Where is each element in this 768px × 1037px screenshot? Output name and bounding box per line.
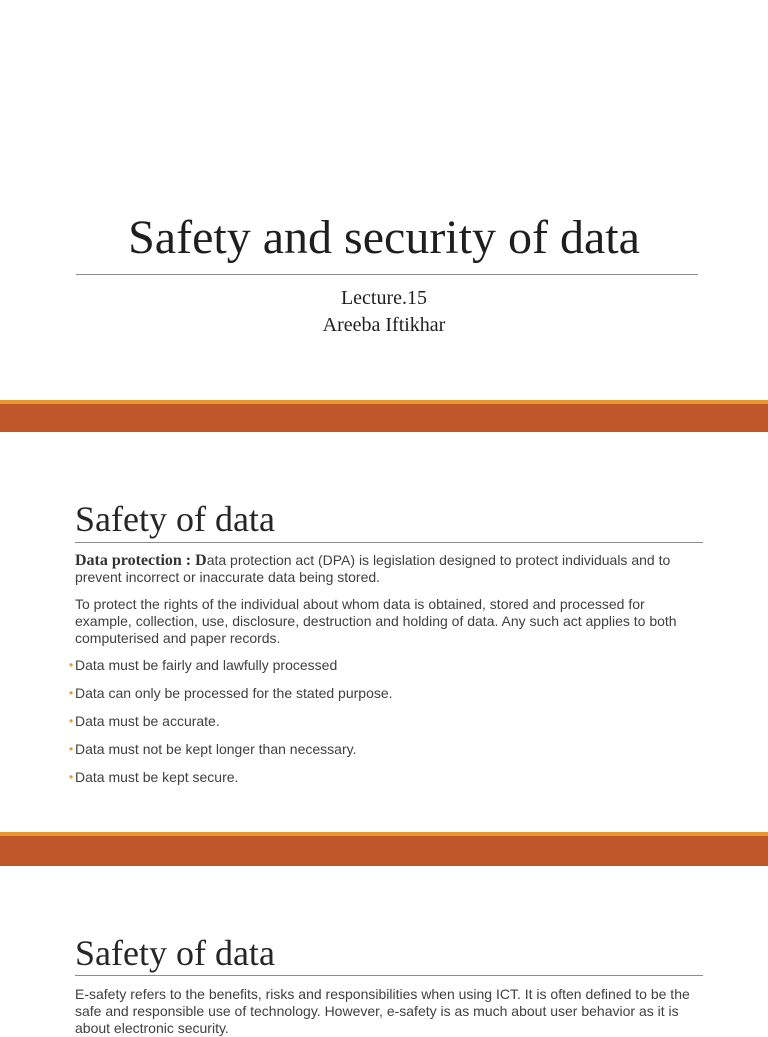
list-item: • Data must be accurate. xyxy=(69,713,220,729)
list-item: • Data must be kept secure. xyxy=(69,769,239,785)
e-safety-paragraph: E-safety refers to the benefits, risks and responsibilities when using ICT. It is often defined to be the safe and responsible use of technology. However, e-safety is as much about user behavior as it is about electronic security. xyxy=(75,986,690,1036)
list-item: • Data must not be kept longer than necessary. xyxy=(69,741,357,757)
title-underline xyxy=(75,542,703,543)
slide-title: Safety of data xyxy=(75,499,275,539)
presentation-title: Safety and security of data xyxy=(128,211,640,264)
slide-body xyxy=(69,552,705,797)
bullet-icon: • xyxy=(69,742,74,756)
lead-initial: D xyxy=(195,552,207,569)
e-safety-slide xyxy=(0,866,768,1036)
dpa-paragraph xyxy=(75,552,705,586)
slide-title: Safety of data xyxy=(75,933,275,973)
lead-label: Data protection : xyxy=(75,552,196,569)
bullet-icon: • xyxy=(69,686,74,700)
title-underline xyxy=(76,274,698,275)
subtitle xyxy=(0,285,768,339)
lead-text: ata protection act (DPA) is legislation designed to protect individuals and to prevent incorrect or inaccurate data being stored. xyxy=(75,552,671,585)
title-underline xyxy=(75,975,703,976)
title-slide xyxy=(0,0,768,400)
bullet-icon: • xyxy=(69,658,74,672)
list-item: • Data must be fairly and lawfully processed xyxy=(69,657,338,673)
bullet-icon: • xyxy=(69,714,74,728)
safety-of-data-slide xyxy=(0,432,768,832)
rights-paragraph: To protect the rights of the individual about whom data is obtained, stored and processed for example, collection, use, disclosure, destruction and holding of data. Any such act applies to both computerised and paper records. xyxy=(75,596,677,646)
principles-list xyxy=(69,657,705,786)
slide-divider xyxy=(0,400,768,432)
slide-divider xyxy=(0,832,768,866)
lecture-number: Lecture.15 xyxy=(340,287,428,309)
author-name: Areeba Iftikhar xyxy=(322,314,446,336)
bullet-icon: • xyxy=(69,770,74,784)
list-item: • Data can only be processed for the stated purpose. xyxy=(69,685,393,701)
